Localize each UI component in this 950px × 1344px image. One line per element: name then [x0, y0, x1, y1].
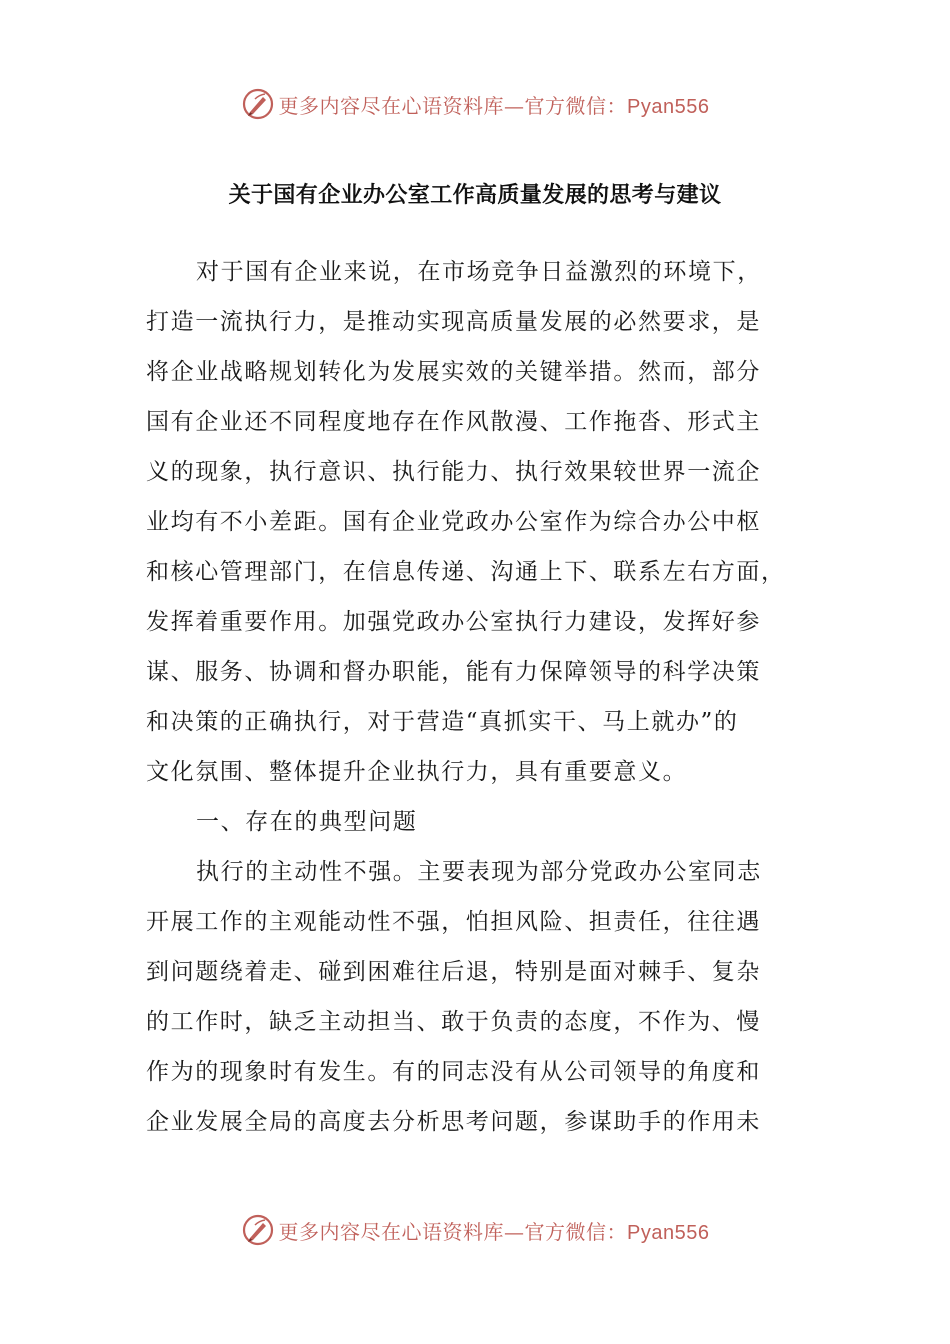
paragraph-line: 作为的现象时有发生。有的同志没有从公司领导的角度和 [146, 1059, 761, 1085]
section-heading: 一、存在的典型问题 [196, 809, 418, 835]
paragraph-line: 国有企业还不同程度地存在作风散漫、工作拖沓、形式主 [146, 409, 761, 435]
paragraph-line: 到问题绕着走、碰到困难往后退，特别是面对棘手、复杂 [146, 959, 761, 985]
pen-logo-icon [241, 87, 275, 121]
paragraph-line: 谋、服务、协调和督办职能，能有力保障领导的科学决策 [146, 659, 761, 685]
document-title: 关于国有企业办公室工作高质量发展的思考与建议 [228, 183, 722, 208]
paragraph-line: 义的现象，执行意识、执行能力、执行效果较世界一流企 [146, 459, 761, 485]
paragraph-line: 对于国有企业来说，在市场竞争日益激烈的环境下， [196, 259, 762, 285]
header-wechat-id: Pyan556 [627, 95, 710, 118]
paragraph-line: 文化氛围、整体提升企业执行力，具有重要意义。 [146, 759, 688, 785]
header-banner-text: 更多内容尽在心语资料库—官方微信：Pyan556 [278, 93, 710, 118]
paragraph-line: 业均有不小差距。国有企业党政办公室作为综合办公中枢 [146, 509, 761, 535]
header-banner [0, 84, 950, 124]
paragraph-line: 企业发展全局的高度去分析思考问题，参谋助手的作用未 [146, 1109, 761, 1135]
paragraph-line: 和决策的正确执行，对于营造“真抓实干、马上就办”的 [146, 709, 739, 735]
pen-logo-icon [241, 1213, 275, 1247]
footer-banner [0, 1210, 950, 1250]
paragraph-line: 开展工作的主观能动性不强，怕担风险、担责任，往往遇 [146, 909, 761, 935]
paragraph-line: 将企业战略规划转化为发展实效的关键举措。然而，部分 [146, 359, 761, 385]
paragraph-line: 和核心管理部门，在信息传递、沟通上下、联系左右方面， [146, 559, 786, 585]
footer-wechat-id: Pyan556 [627, 1221, 710, 1244]
footer-banner-text: 更多内容尽在心语资料库—官方微信：Pyan556 [278, 1219, 710, 1244]
paragraph-line: 打造一流执行力，是推动实现高质量发展的必然要求，是 [146, 309, 761, 335]
paragraph-line: 执行的主动性不强。主要表现为部分党政办公室同志 [196, 859, 762, 885]
paragraph-line: 的工作时，缺乏主动担当、敢于负责的态度，不作为、慢 [146, 1009, 761, 1035]
document-body [146, 247, 806, 1147]
paragraph-line: 发挥着重要作用。加强党政办公室执行力建设，发挥好参 [146, 609, 761, 635]
